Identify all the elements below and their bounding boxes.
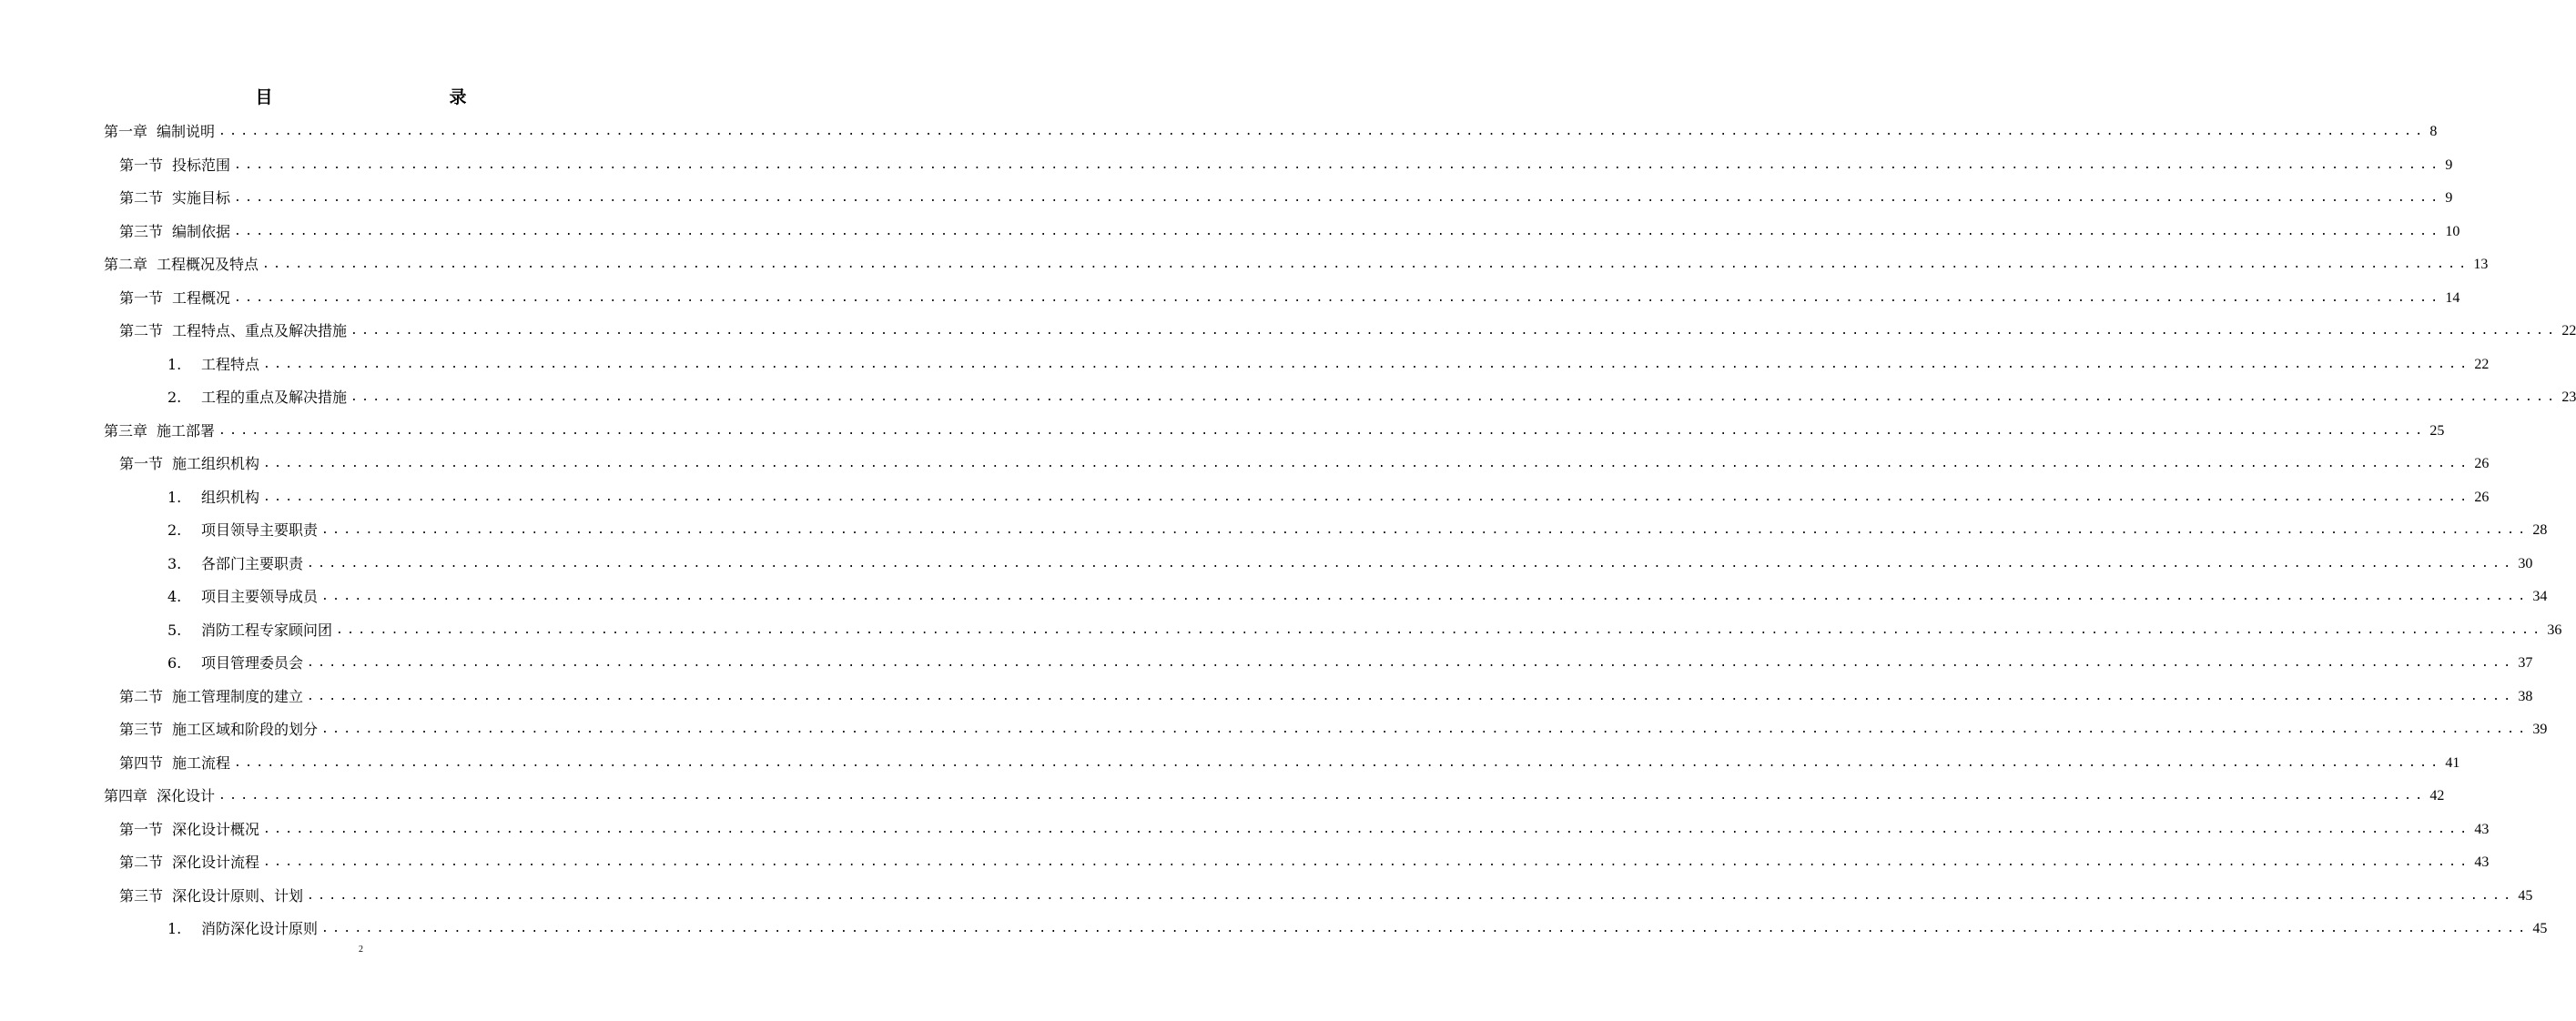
toc-entry-text: 项目主要领导成员 (201, 588, 319, 605)
toc-entry-text: 项目管理委员会 (201, 654, 304, 672)
toc-entry-text: 消防工程专家顾问团 (201, 621, 333, 639)
toc-entry-page: 8 (2429, 124, 2438, 139)
toc-entry-text: 施工组织机构 (172, 455, 260, 472)
toc-entry-label (119, 149, 230, 182)
toc-entry-page: 37 (2518, 655, 2533, 671)
toc-entry[interactable] (167, 614, 2562, 647)
toc-entry[interactable] (119, 713, 2548, 746)
toc-entry-text: 施工流程 (172, 753, 231, 772)
toc-entry-page: 28 (2532, 522, 2548, 538)
toc-dot-leader: ........................................................................................................................................................................................................ (307, 888, 2515, 903)
toc-entry-label (119, 747, 230, 780)
toc-entry-page: 14 (2445, 289, 2460, 306)
toc-entry[interactable] (119, 315, 2576, 348)
toc-entry-text: 工程特点、重点及解决措施 (172, 322, 348, 339)
toc-entry-page: 41 (2445, 754, 2460, 771)
toc-entry-page: 34 (2532, 589, 2548, 604)
toc-entry-text: 深化设计原则、计划 (172, 886, 304, 905)
toc-entry-page: 43 (2474, 821, 2490, 837)
toc-entry[interactable] (119, 282, 2460, 315)
toc-dot-leader: ........................................................................................................................................................................................................ (263, 855, 2471, 869)
toc-entry-label (201, 548, 303, 581)
toc-entry-page: 39 (2532, 722, 2548, 737)
toc-entry-prefix: 第三节 (119, 886, 164, 905)
toc-dot-leader: ........................................................................................................................................................................................................ (321, 723, 2530, 736)
toc-dot-leader: ........................................................................................................................................................................................................ (307, 556, 2515, 571)
toc-dot-leader: ........................................................................................................................................................................................................ (218, 125, 2427, 138)
toc-entry[interactable] (119, 182, 2453, 215)
toc-dot-leader: ........................................................................................................................................................................................................ (262, 258, 2470, 271)
toc-entry-text: 施工部署 (157, 421, 216, 440)
toc-entry-number: 1. (167, 355, 182, 373)
toc-entry-page: 10 (2445, 223, 2460, 239)
toc-entry[interactable] (119, 149, 2453, 182)
toc-entry-prefix: 第三节 (119, 721, 164, 738)
toc-entry-label (119, 814, 259, 846)
toc-entry-label (119, 681, 303, 713)
toc-dot-leader: ........................................................................................................................................................................................................ (336, 622, 2544, 637)
toc-entry-label (119, 216, 230, 248)
toc-entry-number: 6. (167, 654, 182, 672)
toc-entry-label (201, 647, 303, 680)
toc-dot-leader: ........................................................................................................................................................................................................ (350, 324, 2559, 338)
toc-entry-text: 项目领导主要职责 (201, 521, 319, 539)
toc-entry[interactable] (167, 481, 2490, 514)
toc-entry-text: 工程概况 (172, 288, 231, 307)
toc-entry-prefix: 第四节 (119, 753, 164, 772)
page-number: 2 (359, 945, 363, 955)
toc-entry-label (104, 415, 215, 448)
toc-entry-page: 30 (2518, 555, 2533, 571)
toc-entry-text: 深化设计 (157, 787, 216, 804)
toc-dot-leader: ........................................................................................................................................................................................................ (218, 789, 2427, 803)
toc-dot-leader: ........................................................................................................................................................................................................ (234, 224, 2442, 238)
toc-entry-page: 22 (2474, 356, 2490, 372)
toc-entry-page: 38 (2518, 688, 2533, 704)
toc-entry[interactable] (167, 548, 2533, 581)
toc-entry-text: 组织机构 (201, 488, 260, 506)
toc-entry-page: 25 (2429, 422, 2445, 439)
toc-entry-prefix: 第二节 (119, 322, 164, 339)
toc-entry-number: 1. (167, 488, 182, 506)
toc-entry[interactable] (104, 780, 2445, 813)
toc-entry-label (104, 116, 215, 148)
toc-entry-prefix: 第一章 (104, 123, 148, 140)
toc-dot-leader: ........................................................................................................................................................................................................ (218, 423, 2427, 438)
toc-entry[interactable] (119, 880, 2533, 913)
toc-entry-text: 实施目标 (172, 189, 231, 207)
toc-entry-page: 26 (2474, 456, 2490, 471)
toc-entry-prefix: 第一节 (119, 820, 164, 838)
toc-entry-text: 各部门主要职责 (201, 554, 304, 572)
toc-entry-page: 26 (2474, 489, 2490, 505)
toc-dot-leader: ........................................................................................................................................................................................................ (321, 922, 2530, 935)
toc-dot-leader: ........................................................................................................................................................................................................ (234, 191, 2442, 205)
toc-dot-leader: ........................................................................................................................................................................................................ (321, 523, 2530, 537)
toc-entry[interactable] (167, 381, 2576, 414)
toc-entry-label (104, 780, 215, 813)
toc-dot-leader: ........................................................................................................................................................................................................ (234, 755, 2442, 770)
toc-entry-number: 4. (167, 588, 182, 605)
toc-entry[interactable] (119, 216, 2460, 248)
toc-entry-label (119, 880, 303, 913)
toc-entry[interactable] (119, 681, 2533, 713)
toc-dot-leader: ........................................................................................................................................................................................................ (307, 689, 2515, 703)
toc-entry-page: 42 (2429, 788, 2445, 804)
toc-dot-leader: ........................................................................................................................................................................................................ (263, 457, 2471, 470)
toc-entry-text: 投标范围 (172, 156, 231, 174)
toc-entry-page: 9 (2445, 157, 2453, 173)
toc-entry-text: 消防深化设计原则 (201, 920, 319, 937)
toc-dot-leader: ........................................................................................................................................................................................................ (350, 390, 2559, 404)
toc-entry-number: 2. (167, 521, 182, 539)
toc-entry-text: 工程特点 (201, 355, 260, 373)
toc-entry-number: 2. (167, 389, 182, 406)
toc-entry-label (119, 448, 259, 480)
toc-entry-text: 工程概况及特点 (157, 256, 259, 273)
toc-entry-label (201, 381, 347, 414)
toc-entry-label (201, 913, 318, 945)
toc-entry-number: 3. (167, 554, 182, 572)
toc-entry[interactable] (167, 349, 2490, 381)
toc-entry-label (119, 846, 259, 879)
toc-entry-label (201, 614, 332, 647)
toc-entry-prefix: 第一节 (119, 156, 164, 174)
toc-entry-text: 编制说明 (157, 123, 216, 140)
toc-entry[interactable] (104, 415, 2445, 448)
toc-entry-page: 45 (2518, 887, 2533, 904)
toc-entry-prefix: 第四章 (104, 787, 148, 804)
toc-entry-label (201, 481, 259, 514)
toc-dot-leader: ........................................................................................................................................................................................................ (234, 157, 2442, 172)
toc-entry[interactable] (119, 448, 2490, 480)
toc-entry-prefix: 第二节 (119, 189, 164, 207)
toc-dot-leader: ........................................................................................................................................................................................................ (263, 490, 2471, 504)
toc-entry-label (119, 282, 230, 315)
toc-title: 目 录 (255, 87, 514, 107)
toc-entry-prefix: 第一节 (119, 288, 164, 307)
toc-entry-prefix: 第三章 (104, 421, 148, 440)
toc-entry-label (119, 182, 230, 215)
toc-dot-leader: ........................................................................................................................................................................................................ (263, 357, 2471, 371)
toc-dot-leader: ........................................................................................................................................................................................................ (321, 590, 2530, 603)
toc-entry[interactable] (167, 514, 2548, 547)
toc-entry-label (104, 248, 259, 281)
toc-entry-prefix: 第二节 (119, 854, 164, 871)
toc-entry-label (201, 514, 318, 547)
toc-entry-prefix: 第二章 (104, 256, 148, 273)
toc-entry[interactable] (119, 747, 2460, 780)
toc-entry-text: 工程的重点及解决措施 (201, 389, 348, 406)
toc-entry-page: 43 (2474, 854, 2490, 870)
toc-entry[interactable] (167, 581, 2548, 613)
toc-entry-text: 编制依据 (172, 222, 231, 240)
toc-entry-text: 施工管理制度的建立 (172, 687, 304, 705)
toc-entry[interactable] (119, 814, 2490, 846)
toc-entry-page: 9 (2445, 190, 2453, 206)
toc-dot-leader: ........................................................................................................................................................................................................ (307, 656, 2515, 670)
toc-entry-prefix: 第二节 (119, 687, 164, 705)
toc-entry[interactable] (167, 913, 2548, 945)
toc-entry-text: 施工区域和阶段的划分 (172, 721, 319, 738)
toc-entry[interactable] (167, 647, 2533, 680)
toc-entry-label (119, 713, 318, 746)
toc-entry-prefix: 第一节 (119, 455, 164, 472)
toc-entry-number: 5. (167, 621, 182, 639)
toc-entry-page: 13 (2473, 257, 2489, 272)
toc-entry-page: 22 (2561, 323, 2576, 339)
toc-dot-leader: ........................................................................................................................................................................................................ (234, 290, 2442, 305)
toc-entry-text: 深化设计流程 (172, 854, 260, 871)
toc-entry[interactable] (104, 116, 2438, 148)
toc-entry[interactable] (119, 846, 2490, 879)
toc-entry-text: 深化设计概况 (172, 820, 260, 838)
toc-entry-label (119, 315, 347, 348)
toc-entry-label (201, 581, 318, 613)
toc-entry-page: 23 (2561, 389, 2576, 405)
toc-entry-label (201, 349, 259, 381)
toc-entry[interactable] (104, 248, 2489, 281)
toc-entry-page: 45 (2532, 921, 2548, 936)
toc-dot-leader: ........................................................................................................................................................................................................ (263, 822, 2471, 836)
toc-entry-number: 1. (167, 920, 182, 937)
toc-entry-page: 36 (2547, 622, 2562, 638)
toc-entry-prefix: 第三节 (119, 222, 164, 240)
